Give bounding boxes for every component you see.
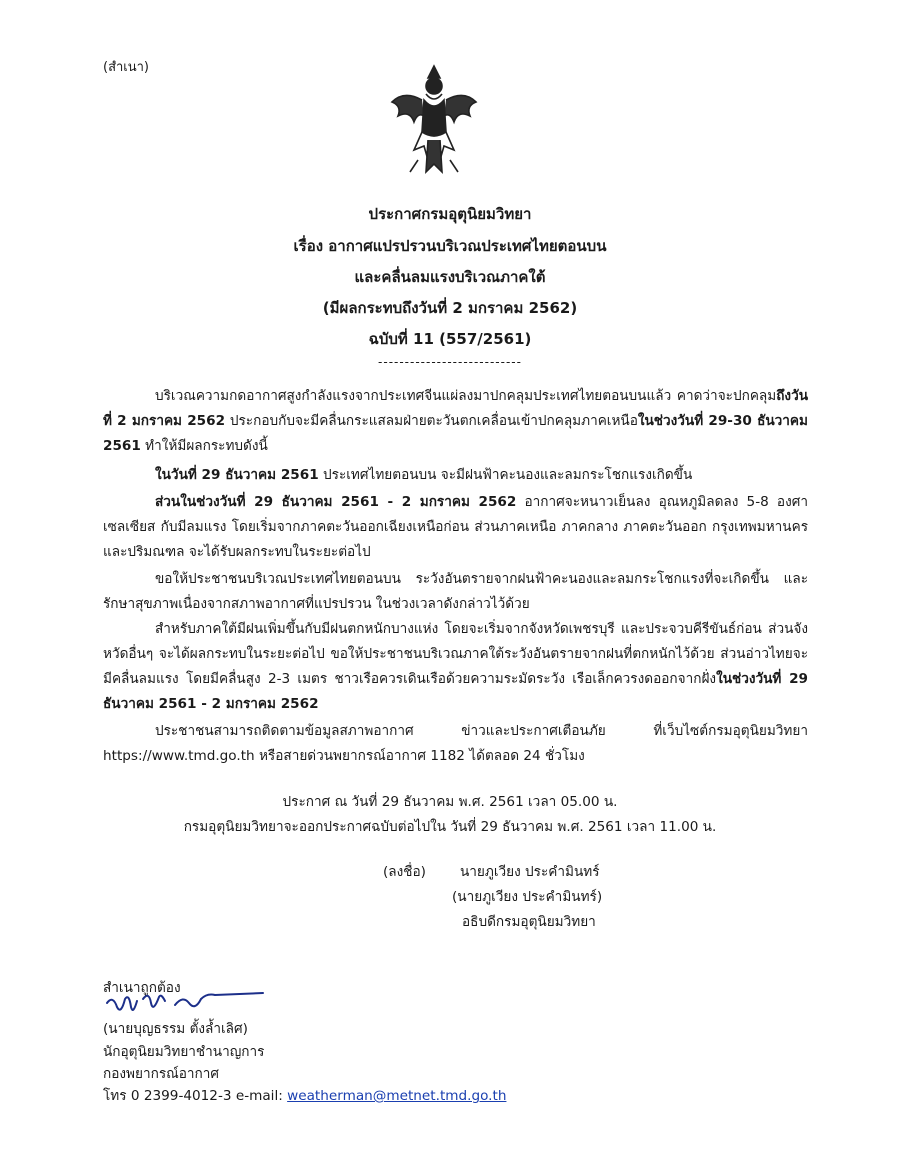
- p2-bold-a: ในวันที่ 29 ธันวาคม 2561: [155, 467, 319, 483]
- certified-label: สำเนาถูกต้อง: [103, 980, 181, 996]
- paragraph-6: ประชาชนสามารถติดตามข้อมูลสภาพอากาศ ข่าวและประกาศเตือนภัย ที่เว็บไซต์กรมอุตุนิยมวิทยา https://www.tmd.go.th หรือสายด่วนพยากรณ์อากาศ 1182 ได้ตลอด 24 ชั่วโมง: [103, 723, 808, 764]
- garuda-emblem-icon: [384, 60, 484, 180]
- p1-bold-b: ถึงวันที่ 2 มกราคม 2562: [103, 388, 808, 429]
- p5-bold-b: ในช่วงวันที่ 29 ธันวาคม 2561 - 2 มกราคม 2562: [103, 671, 808, 712]
- certifier-division: กองพยากรณ์อากาศ: [103, 1066, 220, 1082]
- subject-line-1: เรื่อง อากาศแปรปรวนบริเวณประเทศไทยตอนบน: [293, 237, 607, 255]
- paragraph-2: [103, 463, 808, 488]
- paragraph-5: [103, 617, 808, 717]
- announcement-title: ประกาศกรมอุตุนิยมวิทยา: [368, 205, 532, 223]
- subject-line-2: และคลื่นลมแรงบริเวณภาคใต้: [354, 268, 546, 286]
- paragraph-1: [103, 384, 808, 459]
- p1-bold-d: ในช่วงวันที่ 29-30 ธันวาคม 2561: [103, 413, 808, 454]
- certifier-position: นักอุตุนิยมวิทยาชำนาญการ: [103, 1044, 265, 1060]
- p3-text-b: อากาศจะหนาวเย็นลง อุณหภูมิลดลง 5-8 องศาเซลเซียส กับมีลมแรง โดยเริ่มจากภาคตะวันออกเฉียงเหนือก่อน ส่วนภาคเหนือ ภาคกลาง ภาคตะวันออก กรุงเทพมหานครและปริมณฑล จะได้รับผลกระทบในระยะต่อไป: [103, 494, 808, 560]
- copy-mark: (สำเนา): [103, 60, 150, 75]
- signed-label: (ลงชื่อ): [383, 864, 426, 880]
- certifier-name: (นายบุญธรรม ตั้งล้ำเลิศ): [103, 1021, 248, 1037]
- signer-position: อธิบดีกรมอุตุนิยมวิทยา: [462, 914, 596, 930]
- p1-text-c: ประกอบกับจะมีคลื่นกระแสลมฝ่ายตะวันตกเคลื่อนเข้าปกคลุมภาคเหนือ: [225, 413, 638, 429]
- effect-date: (มีผลกระทบถึงวันที่ 2 มกราคม 2562): [322, 299, 578, 317]
- announce-line-2: กรมอุตุนิยมวิทยาจะออกประกาศฉบับต่อไปใน วันที่ 29 ธันวาคม พ.ศ. 2561 เวลา 11.00 น.: [183, 819, 717, 835]
- divider-line: ---------------------------: [378, 355, 522, 369]
- contact-line: [103, 1085, 506, 1107]
- announce-line-1: ประกาศ ณ วันที่ 29 ธันวาคม พ.ศ. 2561 เวลา 05.00 น.: [282, 794, 618, 810]
- p5-text-a: สำหรับภาคใต้มีฝนเพิ่มขึ้นกับมีฝนตกหนักบางแห่ง โดยจะเริ่มจากจังหวัดเพชรบุรี และประจวบคีรีขันธ์ก่อน ส่วนจังหวัดอื่นๆ จะได้ผลกระทบในระยะต่อไป ขอให้ประชาชนบริเวณภาคใต้ระวังอันตรายจากฝนที่ตกหนักไว้ด้วย ส่วนอ่าวไทยจะมีคลื่นลมแรง โดยมีคลื่นสูง 2-3 เมตร ชาวเรือควรเดินเรือด้วยความระมัดระวัง เรือเล็กควรงดออกจากฝั่ง: [103, 621, 808, 687]
- p1-text-a: บริเวณความกดอากาศสูงกำลังแรงจากประเทศจีนแผ่ลงมาปกคลุมประเทศไทยตอนบนแล้ว คาดว่าจะปกคลุม: [155, 388, 777, 404]
- p2-text-b: ประเทศไทยตอนบน จะมีฝนฟ้าคะนองและลมกระโชกแรงเกิดขึ้น: [318, 467, 693, 483]
- issue-number: ฉบับที่ 11 (557/2561): [368, 330, 532, 348]
- phone-label: โทร 0 2399-4012-3 e-mail:: [103, 1088, 288, 1104]
- email-link[interactable]: weatherman@metnet.tmd.go.th: [287, 1088, 507, 1104]
- paragraph-3: [103, 490, 808, 565]
- p3-bold-a: ส่วนในช่วงวันที่ 29 ธันวาคม 2561 - 2 มกราคม 2562: [155, 494, 517, 510]
- signer-name: นายภูเวียง ประคำมินทร์: [460, 864, 600, 880]
- signer-name-paren: (นายภูเวียง ประคำมินทร์): [452, 889, 603, 905]
- paragraph-4: ขอให้ประชาชนบริเวณประเทศไทยตอนบน ระวังอันตรายจากฝนฟ้าคะนองและลมกระโชกแรงที่จะเกิดขึ้น และรักษาสุขภาพเนื่องจากสภาพอากาศที่แปรปรวน ในช่วงเวลาดังกล่าวไว้ด้วย: [103, 571, 808, 612]
- p1-text-e: ทำให้มีผลกระทบดังนี้: [140, 438, 268, 454]
